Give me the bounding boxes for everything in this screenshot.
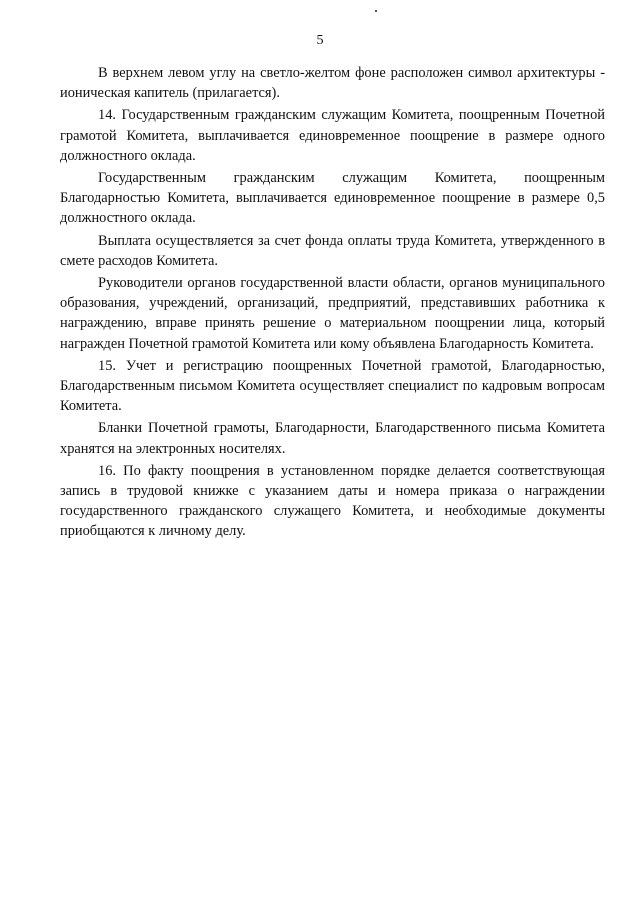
page-number: 5 xyxy=(316,33,324,48)
paragraph-14: 14. Государственным гражданским служащим Комитета, поощренным Почетной грамотой Комитета, выплачивается единовременное поощрение в размере одного должностного оклада. xyxy=(60,107,605,164)
paragraph-gratitude-bonus: Государственным гражданским служащим Комитета, поощренным Благодарностью Комитета, выплачивается единовременное поощрение в размере 0,5 должностного оклада. xyxy=(60,170,605,227)
paragraph-payment-source: Выплата осуществляется за счет фонда оплаты труда Комитета, утвержденного в смете расходов Комитета. xyxy=(60,232,605,269)
paragraph-15: 15. Учет и регистрацию поощренных Почетной грамотой, Благодарностью, Благодарственным письмом Комитета осуществляет специалист по кадровым вопросам Комитета. xyxy=(60,357,605,415)
paragraph-blanks-storage: Бланки Почетной грамоты, Благодарности, Благодарственного письма Комитета хранятся на электронных носителях. xyxy=(60,420,605,457)
paragraph-16: 16. По факту поощрения в установленном порядке делается соответствующая запись в трудовой книжке с указанием даты и номера приказа о награждении государственного гражданского служащего Комитета, и необходимые документы приобщаются к личному делу. xyxy=(60,462,605,540)
paragraph-symbol-description: В верхнем левом углу на светло-желтом фоне расположен символ архитектуры - ионическая капитель (прилагается). xyxy=(60,65,605,102)
scan-mark xyxy=(375,10,377,12)
paragraph-heads-decision: Руководители органов государственной власти области, органов муниципального образования, учреждений, организаций, предприятий, представивших работника к награждению, вправе принять решение о материальном поощрении лица, который награжден Почетной грамотой Комитета или кому объявлена Благодарность Комитета. xyxy=(60,275,605,352)
document-body xyxy=(60,63,605,544)
